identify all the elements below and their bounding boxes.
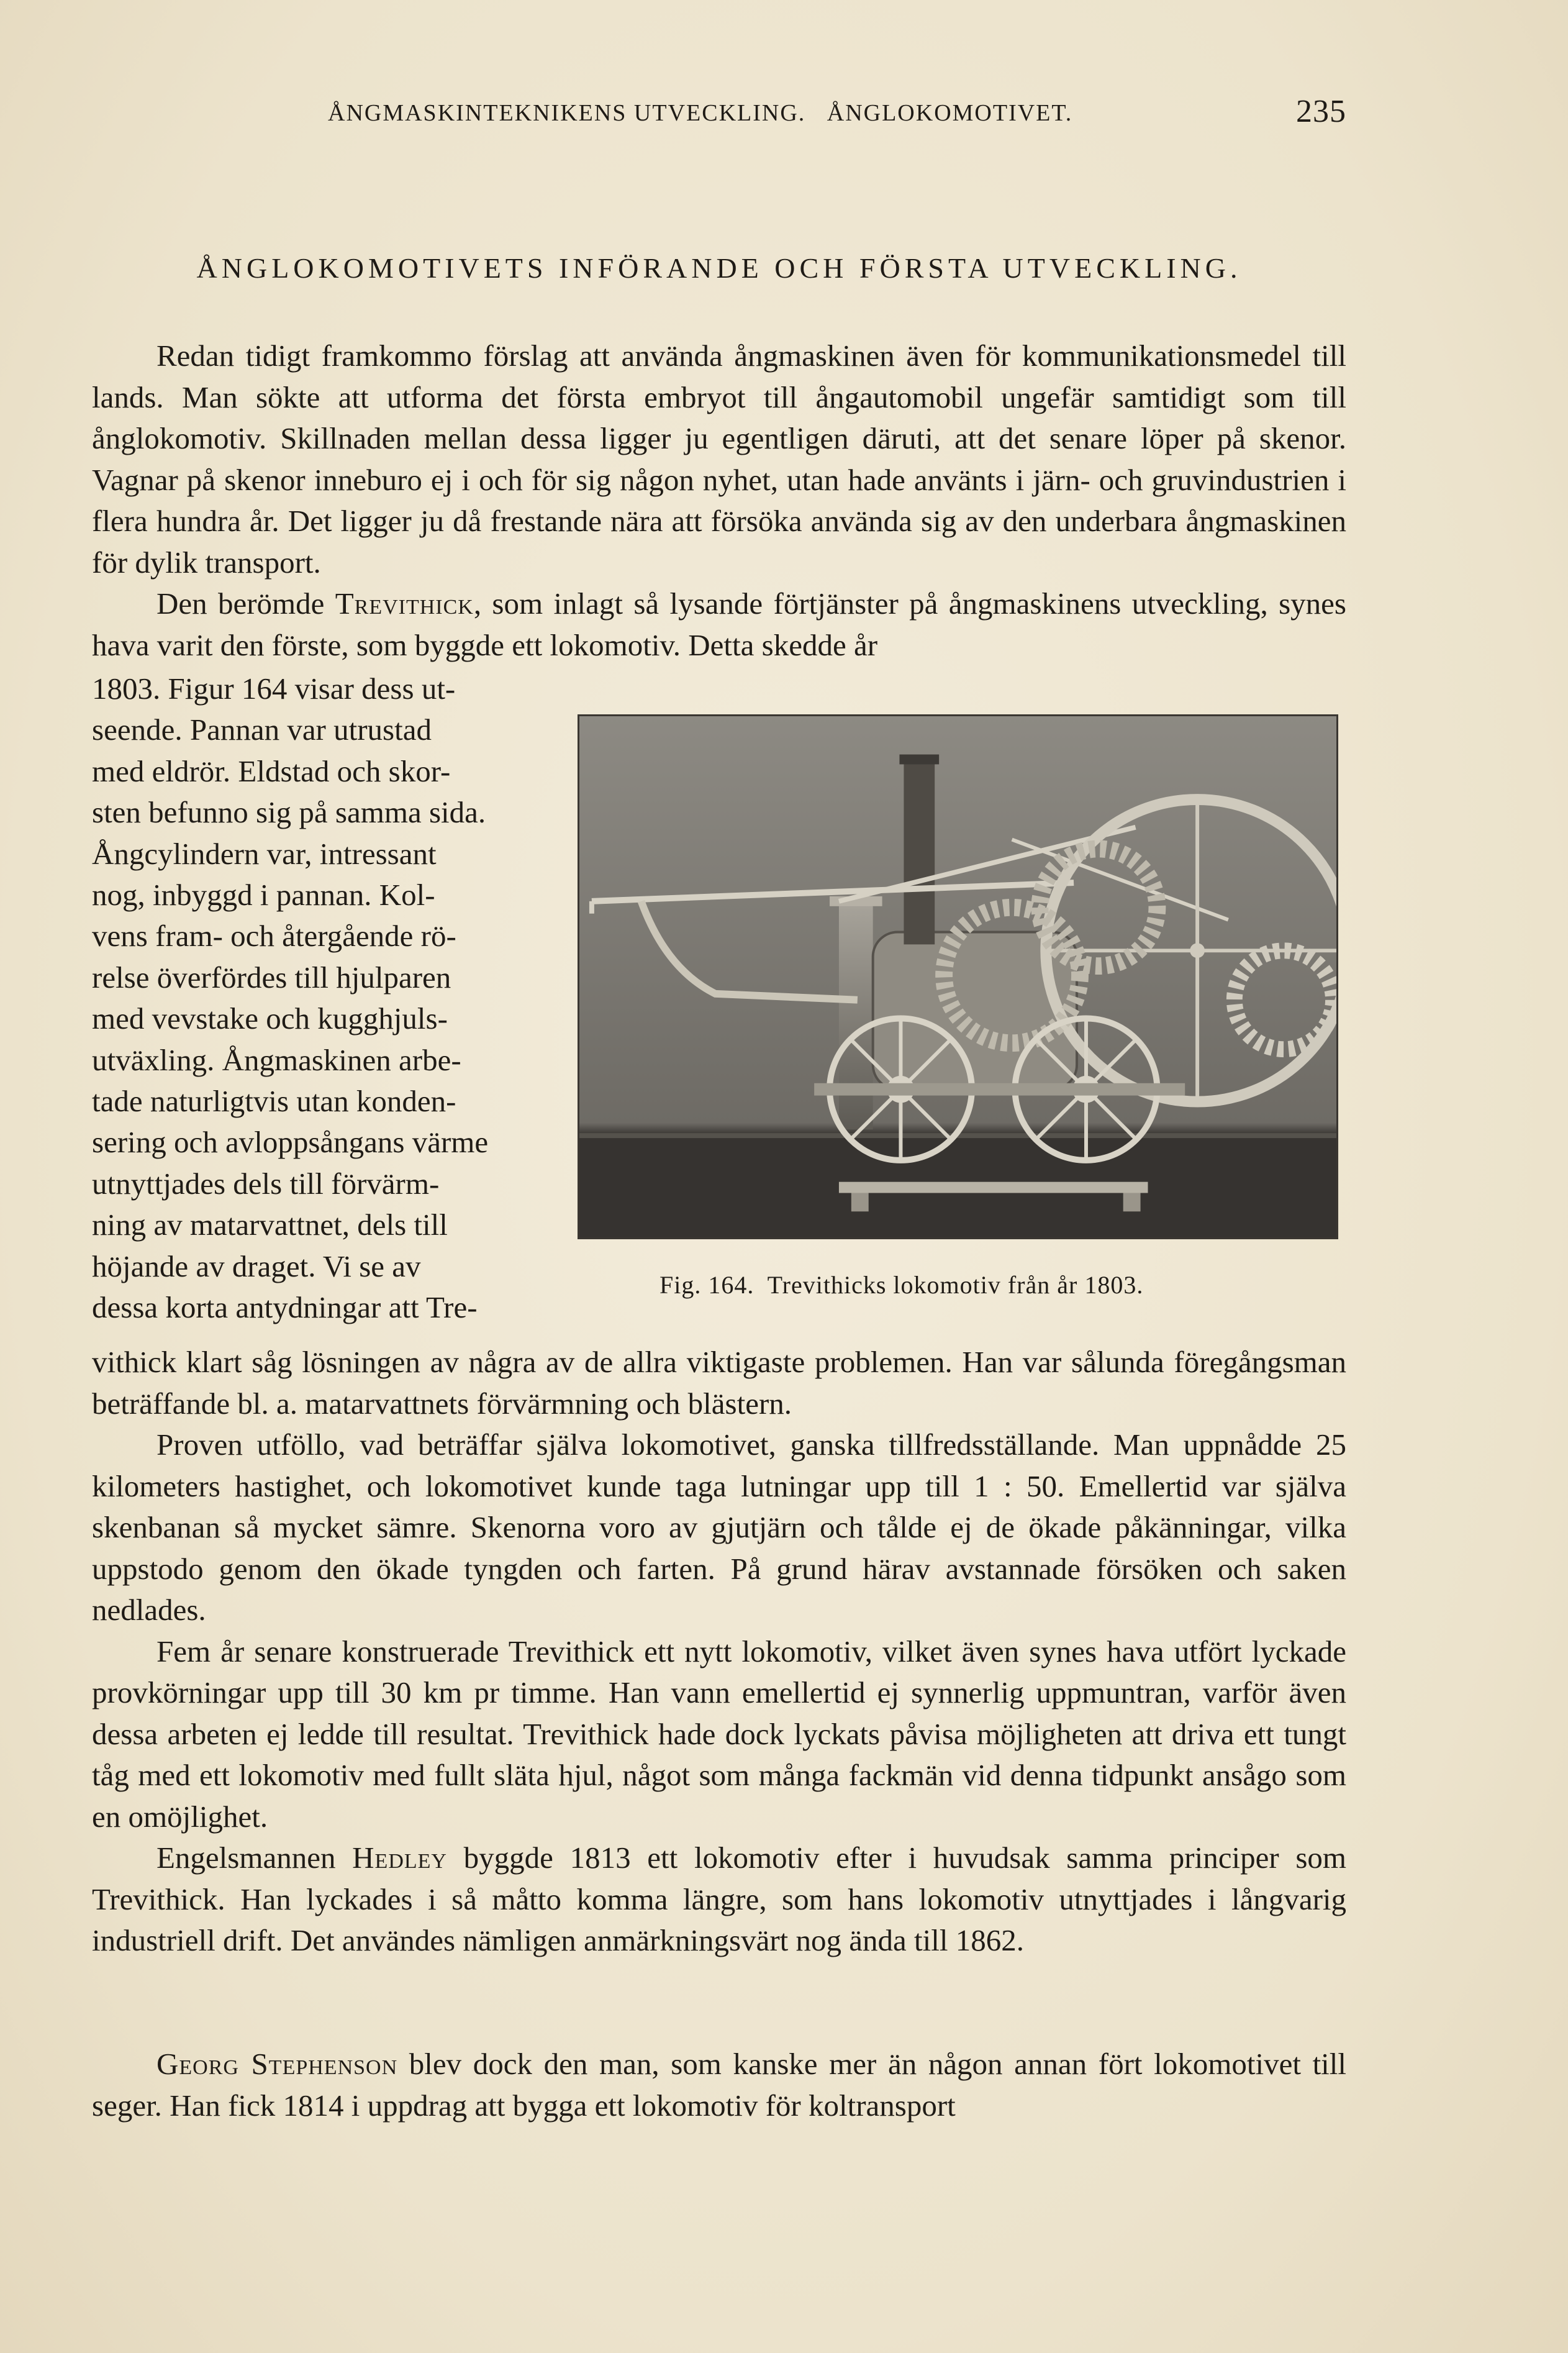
wrapped-line: utväxling. Ångmaskinen arbe- — [92, 1042, 461, 1077]
paragraph-5-intro: Engelsmannen — [156, 1841, 336, 1875]
wrapped-line: utnyttjades dels till förvärm- — [92, 1166, 440, 1201]
paragraph-3: Proven utföllo, vad beträffar själva lokomotivet, ganska tillfredsställande. Man uppnådde 25 kilometers hastighet, och lokomotivet kunde taga lutningar upp till 1 : 50. Emellertid var själva skenbanan så mycket sämre. Skenorna voro av gjutjärn och tålde ej de ökade påkänningar, vilka uppstodo genom den ökade tyngden och farten. På grund härav avstannade försöken och saken nedlades. — [92, 1427, 1346, 1627]
wrapped-line: vens fram- och återgående rö- — [92, 919, 456, 953]
wrapped-line: sten befunno sig på samma sida. — [92, 795, 486, 830]
wrapped-line: sering och avloppsångans värme — [92, 1125, 489, 1160]
section-heading: ÅNGLOKOMOTIVETS INFÖRANDE OCH FÖRSTA UTVECKLING. — [196, 252, 1242, 284]
paragraph-2-end: vithick klart såg lösningen av några av de allra viktigaste problemen. Han var sålunda föregångsman beträffande bl. a. matarvattnets förvärmning och blästern. — [92, 1345, 1346, 1421]
paragraph-5-rest: byggde 1813 ett lokomotiv efter i huvudsak samma principer som Trevithick. Han lyckades i så måtto komma längre, som hans lokomotiv utnyttjades i långvarig industriell drift. Det användes nämligen anmärkningsvärt nog ända till 1862. — [92, 1841, 1347, 1957]
paragraph-4: Fem år senare konstruerade Trevithick ett nytt lokomotiv, vilket även synes hava utfört lyckade provkörningar upp till 30 km pr timme. Han vann emellertid ej synnerlig uppmuntran, varför även dessa arbeten ej ledde till resultat. Trevithick hade dock lyckats påvisa möjligheten att driva ett tungt tåg med ett lokomotiv med fullt släta hjul, något som många fackmän vid denna tidpunkt ansågo som en omöjlighet. — [92, 1634, 1346, 1834]
paragraph-6-rest: blev dock den man, som kanske mer än någon annan fört lokomotivet till seger. Han fick 1814 i uppdrag att bygga ett lokomotiv för koltransport — [92, 2047, 1347, 2123]
paragraph-1: Redan tidigt framkommo förslag att använda ångmaskinen även för kommunikationsmedel till lands. Man sökte att utforma det första embryot till ångautomobil ungefär samtidigt som till ånglokomotiv. Skillnaden mellan dessa ligger ju egentligen däruti, att det senare löper på skenor. Vagnar på skenor inneburo ej i och för sig någon nyhet, utan hade använts i järn- och gruvindustrien i flera hundra år. Det ligger ju då frestande nära att försöka använda sig av den underbara ångmaskinen för dylik transport. — [92, 339, 1346, 580]
wrapped-line: höjande av draget. Vi se av — [92, 1249, 421, 1283]
name-hedley: Hedley — [352, 1841, 447, 1875]
text-block-bottom — [92, 1342, 1346, 1962]
wrapped-line: med vevstake och kugghjuls- — [92, 1001, 448, 1036]
wrapped-text-column — [92, 668, 539, 1329]
wrapped-line: Ångcylindern var, intressant — [92, 836, 437, 871]
name-georg-stephenson: Georg Stephenson — [156, 2047, 398, 2081]
wrapped-line: seende. Pannan var utrustad — [92, 712, 432, 747]
wrapped-line: tade naturligtvis utan konden- — [92, 1084, 456, 1119]
wrapped-line: med eldrör. Eldstad och skor- — [92, 753, 451, 788]
wrapped-line: dessa korta antydningar att Tre- — [92, 1290, 478, 1325]
paragraph-2-intro: Den berömde — [156, 586, 325, 621]
paragraph-6 — [92, 2044, 1346, 2126]
wrapped-line: ning av matarvattnet, dels till — [92, 1208, 448, 1242]
wrapped-line: relse överfördes till hjulparen — [92, 960, 451, 994]
locomotive-photo — [579, 716, 1336, 1237]
page-number: 235 — [1296, 94, 1346, 129]
wrapped-line: nog, inbyggd i pannan. Kol- — [92, 878, 435, 913]
figure-164 — [578, 714, 1338, 1239]
paragraph-5 — [92, 1837, 1346, 1962]
text-block-final — [92, 2044, 1346, 2126]
running-head — [92, 93, 1346, 137]
paragraph-2-rest: , som inlagt så lysande förtjänster på ångmaskinens utveckling, synes hava varit den förste, som byggde ett lokomotiv. Detta skedde år — [92, 586, 1346, 662]
wrapped-line: 1803. Figur 164 visar dess ut- — [92, 671, 456, 706]
paragraph-2-start — [92, 583, 1346, 666]
running-head-title: ÅNGMASKINTEKNIKENS UTVECKLING. ÅNGLOKOMOTIVET. — [328, 100, 1073, 126]
figure-caption: Fig. 164. Trevithicks lokomotiv från år 1803. — [659, 1271, 1144, 1299]
name-trevithick: Trevithick — [335, 586, 474, 621]
text-block-top — [92, 335, 1346, 666]
